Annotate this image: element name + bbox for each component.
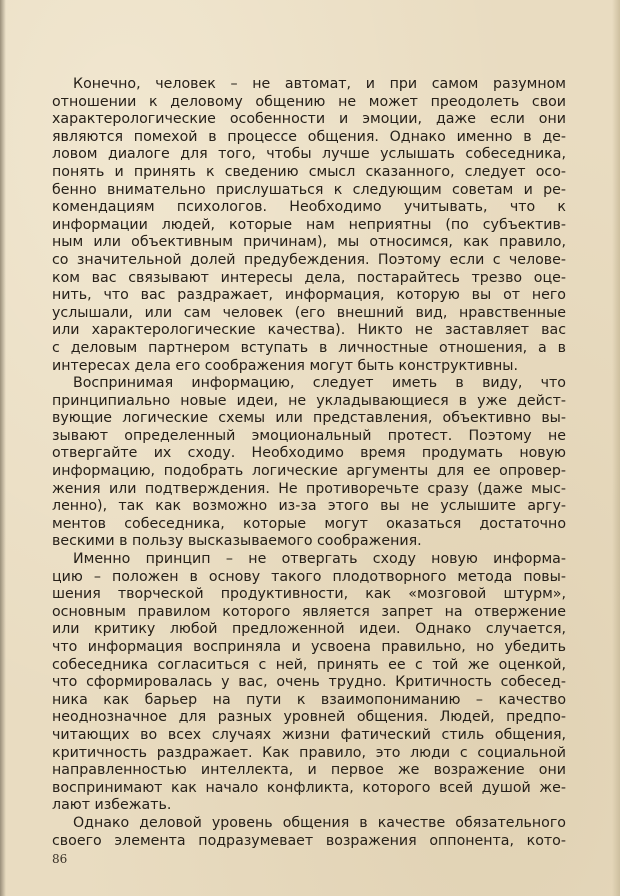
text-line: ленно), так как возможно из-за этого вы не услышите аргу- — [52, 498, 566, 515]
text-line: ным или объективным причинам), мы относимся, как правило, — [52, 234, 566, 251]
paragraph — [52, 76, 566, 375]
text-line: шения творческой продуктивности, как «мозговой штурм», — [52, 586, 566, 603]
text-line: ника как барьер на пути к взаимопониманию – качество — [52, 691, 566, 708]
text-line: ком вас связывают интересы дела, постарайтесь трезво оце- — [52, 269, 566, 286]
text-line: комендациям психологов. Необходимо учитывать, что к — [52, 199, 566, 216]
text-line: с деловым партнером вступать в личностные отношения, а в — [52, 339, 566, 356]
text-line: характерологические особенности и эмоции, даже если они — [52, 111, 566, 128]
text-line: зывают определенный эмоциональный протест. Поэтому не — [52, 427, 566, 444]
text-line: лают избежать. — [52, 797, 172, 814]
paragraph — [52, 375, 566, 551]
paragraph — [52, 815, 566, 850]
text-line: цию – положен в основу такого плодотворного метода повы- — [52, 568, 566, 585]
text-line: неоднозначное для разных уровней общения. Людей, предпо- — [52, 709, 566, 726]
text-line: жения или подтверждения. Не противоречьте сразу (даже мыс- — [52, 480, 566, 497]
page-edge — [612, 0, 620, 896]
text-line: Именно принцип – не отвергать сходу новую информа- — [73, 551, 566, 568]
text-line: читающих во всех случаях жизни фатический стиль общения, — [52, 726, 566, 743]
text-line: со значительной долей предубеждения. Поэтому если с челове- — [52, 251, 566, 268]
text-line: что сформировалась у вас, очень трудно. Критичность собесед- — [52, 674, 566, 691]
text-line: критичность раздражает. Как правило, это люди с социальной — [52, 744, 566, 761]
text-line: информацию, подобрать логические аргументы для ее опровер- — [52, 463, 566, 480]
body-text — [52, 76, 566, 850]
text-line: принципиально новые идеи, не укладывающиеся в уже дейст- — [52, 392, 566, 409]
text-line: отношении к деловому общению не может преодолеть свои — [52, 93, 566, 110]
paragraph — [52, 551, 566, 815]
text-line: нить, что вас раздражает, информация, которую вы от него — [52, 287, 566, 304]
text-line: отвергайте их сходу. Необходимо время продумать новую — [52, 445, 566, 462]
text-line: ловом диалоге для того, чтобы лучше услышать собеседника, — [52, 146, 566, 163]
text-line: или критику любой предложенной идеи. Однако случается, — [52, 621, 566, 638]
text-line: основным правилом которого является запрет на отвержение — [52, 603, 566, 620]
text-line: собеседника согласиться с ней, принять ее с той же оценкой, — [52, 656, 566, 673]
text-line: Однако деловой уровень общения в качестве обязательного — [73, 814, 566, 831]
text-line: Воспринимая информацию, следует иметь в виду, что — [73, 375, 566, 392]
text-line: информации людей, которые нам неприятны (по субъектив- — [52, 216, 566, 233]
text-line: вующие логические схемы или представления, объективно вы- — [52, 410, 566, 427]
page-number: 86 — [52, 852, 68, 866]
text-line: или характерологические качества). Никто не заставляет вас — [52, 322, 566, 339]
text-line: интересах дела его соображения могут быть конструктивны. — [52, 357, 518, 374]
text-line: понять и принять к сведению смысл сказанного, следует осо- — [52, 163, 566, 180]
text-line: направленностью интеллекта, и первое же возражение они — [52, 762, 566, 779]
text-line: что информация восприняла и усвоена правильно, но убедить — [52, 639, 566, 655]
text-line: вескими в пользу высказываемого соображения. — [52, 533, 422, 550]
text-line: своего элемента подразумевает возражения оппонента, кото- — [52, 832, 566, 849]
page-gutter-shadow — [0, 0, 6, 896]
text-line: Конечно, человек – не автомат, и при самом разумном — [73, 76, 566, 92]
text-line: услышали, или сам человек (его внешний вид, нравственные — [52, 304, 566, 321]
text-line: ментов собеседника, которые могут оказаться достаточно — [52, 515, 566, 532]
text-line: воспринимают как начало конфликта, которого всей душой же- — [52, 779, 566, 796]
text-line: бенно внимательно прислушаться к следующим советам и ре- — [52, 181, 566, 198]
text-line: являются помехой в процессе общения. Однако именно в де- — [52, 128, 566, 145]
